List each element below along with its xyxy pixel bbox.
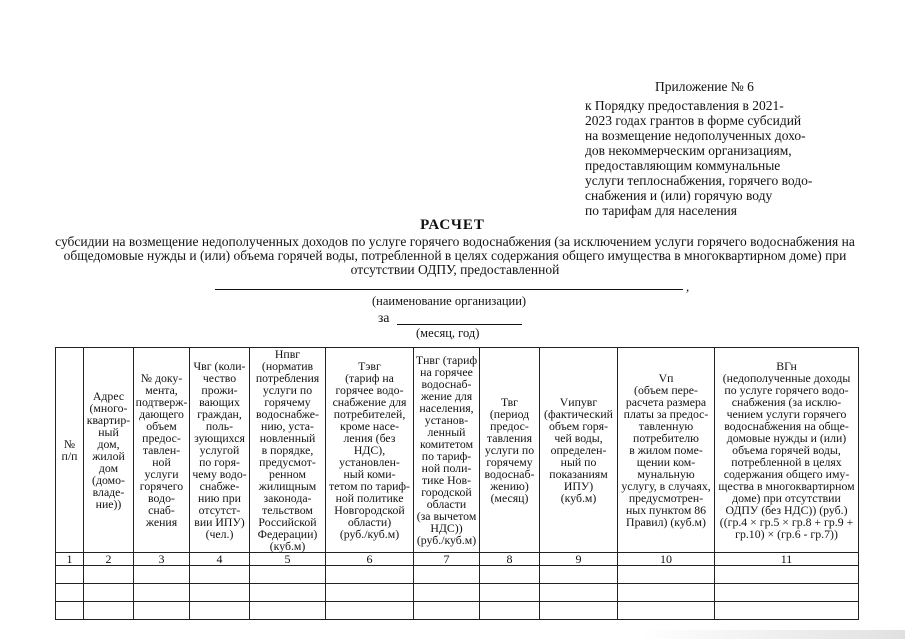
table-cell[interactable] [134,566,190,584]
appendix-line: предоставляющим коммунальные [585,158,781,173]
table-cell[interactable] [84,602,134,620]
header-cell: Vипувг (фактический объем горя- чей воды, определен- ный по показаниям ИПУ) (куб.м) [540,348,618,553]
organization-comma: , [686,279,690,294]
appendix-line: снабжения и (или) горячую воду [585,188,773,203]
document-title: РАСЧЕТ [420,217,485,233]
column-number: 5 [250,553,326,566]
appendix-line: к Порядку предоставления в 2021- [585,98,784,113]
appendix-line: услуги теплоснабжения, горячего водо- [585,173,813,188]
table-cell[interactable] [84,584,134,602]
table-cell[interactable] [56,602,84,620]
column-number: 11 [715,553,859,566]
appendix-line: по тарифам для населения [585,203,737,218]
header-cell: Vп (объем пере- расчета размера платы за предос- тавленную потребителю в жилом поме- щении ком- мунальную услугу, в случаях, предусмотрен- ных пунктом 86 Правил) (куб.м) [618,348,715,553]
appendix-number: Приложение № 6 [655,79,754,94]
table-cell[interactable] [84,566,134,584]
header-cell: № п/п [56,348,84,553]
header-cell: Тнвг (тариф на горячее водоснаб- жение для населения, установ- ленный комитетом по тариф- ной поли- тике Нов- городской области (за вычетом НДС)) (руб./куб.м) [414,348,480,553]
table-cell[interactable] [715,602,859,620]
appendix-line: на возмещение недополученных дохо- [585,128,806,143]
table-cell[interactable] [715,584,859,602]
table-cell[interactable] [540,584,618,602]
period-caption: (месяц, год) [416,326,480,340]
organization-caption: (наименование организации) [372,294,527,308]
appendix-line: дов некоммерческим организациям, [585,143,792,158]
header-cell: № доку- мента, подтверж- дающего объем предос- тавлен- ной услуги горячего водо- снаб- жения [134,348,190,553]
appendix-line: 2023 годах грантов в форме субсидий [585,113,802,128]
table-row [56,566,859,584]
table-row [56,602,859,620]
table-column-numbers-row [56,553,859,566]
table-cell[interactable] [250,602,326,620]
table-cell[interactable] [134,602,190,620]
header-cell: Чвг (коли- чество прожи- вающих граждан, поль- зующихся услугой по горя- чему водо- снабже- нию при отсутст- вии ИПУ) (чел.) [190,348,250,553]
table-cell[interactable] [540,602,618,620]
appendix-description [585,98,885,218]
column-number: 7 [414,553,480,566]
column-number: 9 [540,553,618,566]
header-cell: Твг (период предос- тавления услуги по горячему водоснаб- жению) (месяц) [480,348,540,553]
table-cell[interactable] [250,566,326,584]
table-cell[interactable] [326,584,414,602]
column-number: 10 [618,553,715,566]
period-line[interactable] [397,324,522,325]
column-number: 2 [84,553,134,566]
table-cell[interactable] [190,584,250,602]
table-header-row [56,348,859,553]
table-cell[interactable] [414,584,480,602]
header-cell: Нпвг (норматив потребления услуги по горячему водоснабже- нию, уста- новленный в порядке, предусмот- ренном жилищным законода- тельством Российской Федерации) (куб.м) [250,348,326,553]
header-cell: ВГн (недополученные доходы по услуге горячего водо- снабжения (за исклю- чением услуги горячего водоснабжения на обще- домовые нужды и (или) объема горячей воды, потребленной в целях содержания общего иму- щества в многоквартирном доме) при отсутствии ОДПУ (без НДС)) (руб.) ((гр.4 × гр.5 × гр.8 + гр.9 + гр.10) × (гр.6 - гр.7)) [715,348,859,553]
table-cell[interactable] [618,566,715,584]
table-cell[interactable] [618,584,715,602]
table-cell[interactable] [414,566,480,584]
table-cell[interactable] [414,602,480,620]
table-cell[interactable] [190,566,250,584]
table-cell[interactable] [56,566,84,584]
organization-name-line[interactable] [215,289,683,290]
period-prefix: за [378,310,390,325]
column-number: 4 [190,553,250,566]
table-row [56,584,859,602]
header-cell: Тэвг (тариф на горячее водо- снабжение для потребителей, кроме насе- ления (без НДС), установлен- ный коми- тетом по тариф- ной политике Новгородской области) (руб./куб.м) [326,348,414,553]
table-cell[interactable] [190,602,250,620]
calculation-table [55,347,859,620]
table-cell[interactable] [134,584,190,602]
column-number: 3 [134,553,190,566]
column-number: 8 [480,553,540,566]
table-cell[interactable] [480,566,540,584]
scan-edge-shadow [640,630,905,639]
column-number: 1 [56,553,84,566]
table-cell[interactable] [540,566,618,584]
table-cell[interactable] [618,602,715,620]
header-cell: Адрес (много- квартир- ный дом, жилой дом (домо- владе- ние)) [84,348,134,553]
table-cell[interactable] [715,566,859,584]
table-cell[interactable] [250,584,326,602]
table-cell[interactable] [326,566,414,584]
column-number: 6 [326,553,414,566]
table-cell[interactable] [56,584,84,602]
document-subtitle: субсидии на возмещение недополученных доходов по услуге горячего водоснабжения (за исключением услуги горячего водоснабжения на общедомовые нужды и (или) объема горячей воды, потребленной в целях содержания общего имущества в многоквартирном доме) при отсутствии ОДПУ, предоставленной [55,234,855,277]
table-cell[interactable] [480,584,540,602]
table-cell[interactable] [326,602,414,620]
table-cell[interactable] [480,602,540,620]
